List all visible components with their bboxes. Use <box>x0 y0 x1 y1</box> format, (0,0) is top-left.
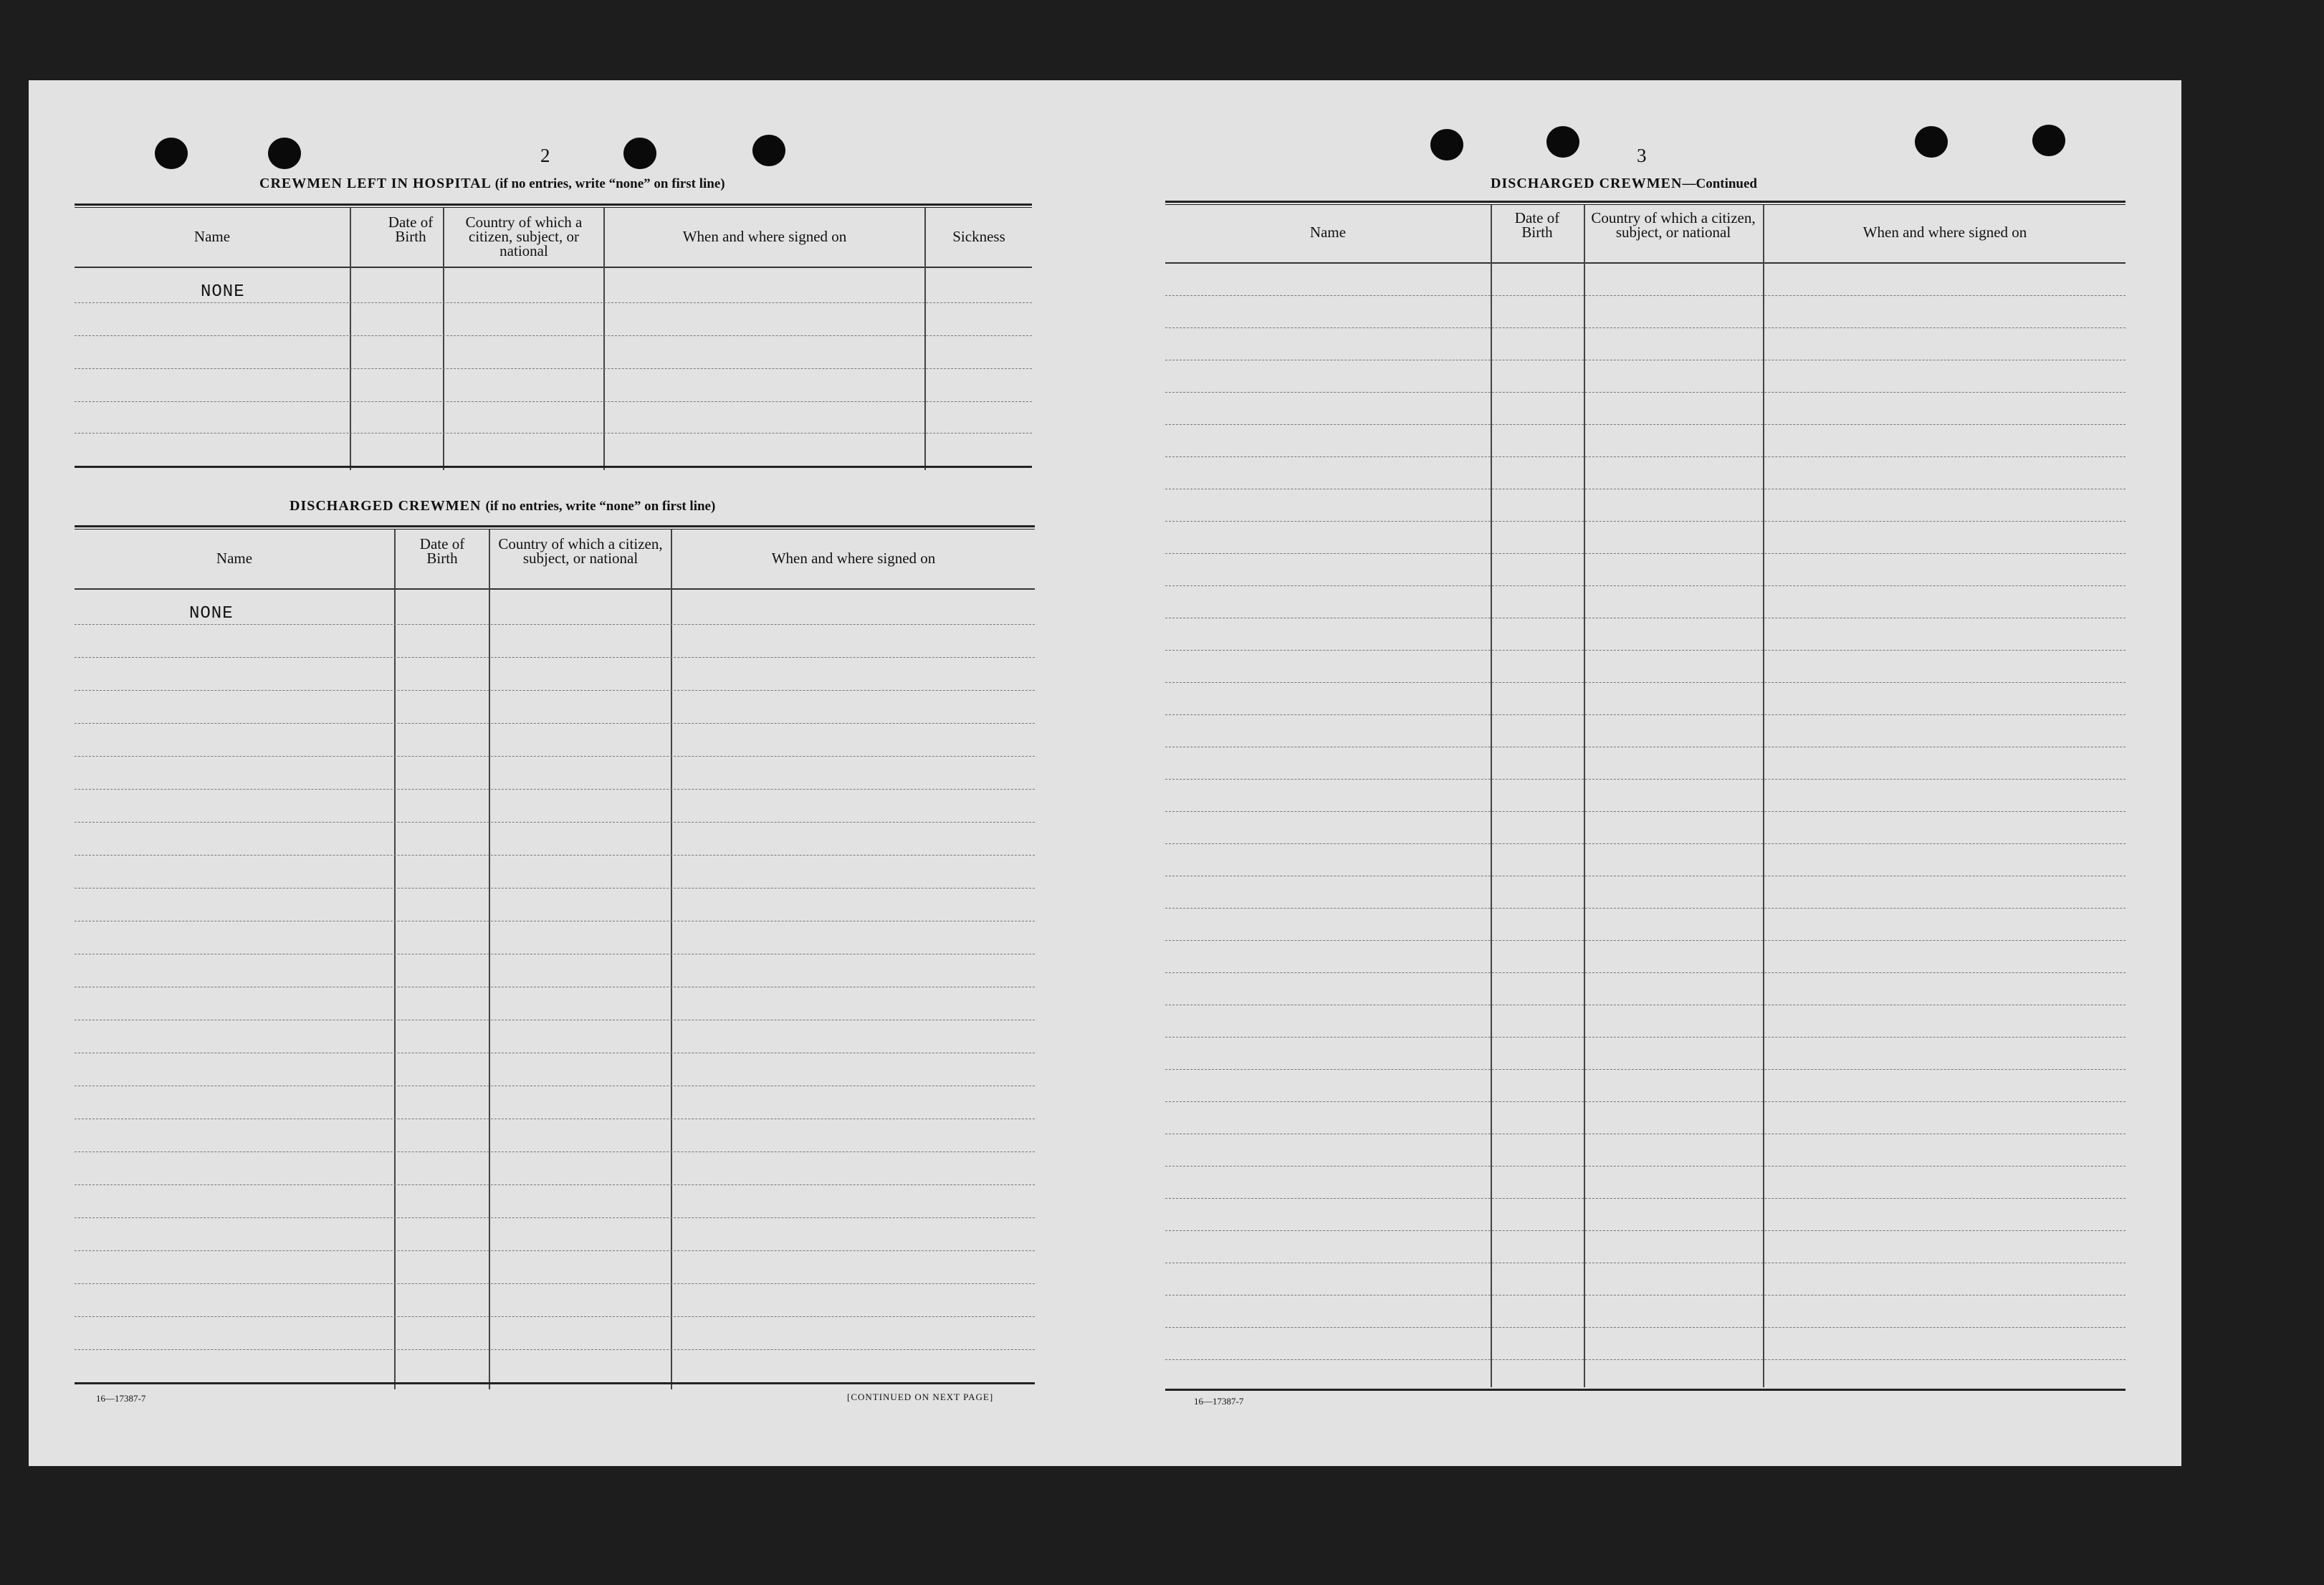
continued-title-text: DISCHARGED CREWMEN <box>1491 176 1683 191</box>
punch-hole <box>268 138 301 169</box>
discharged-continued-form <box>1165 201 2125 1390</box>
discharged-form <box>75 525 1035 1392</box>
discharged-title-text: DISCHARGED CREWMEN <box>290 498 482 514</box>
col-header-signed-on: When and where signed on <box>771 550 936 567</box>
col-header-country: Country of which a citizen, subject, or national <box>1591 209 1756 241</box>
col-header-name: Name <box>193 228 231 245</box>
hospital-section-title <box>259 176 725 192</box>
col-header-name: Name <box>216 550 253 567</box>
punch-hole <box>1546 126 1579 158</box>
document-sheet <box>29 80 2181 1466</box>
hospital-title-text: CREWMEN LEFT IN HOSPITAL <box>259 176 491 191</box>
col-header-country: Country of which a citizen, subject, or national <box>498 535 663 567</box>
punch-hole <box>623 138 656 169</box>
hospital-entry-name: NONE <box>201 282 245 302</box>
col-header-name: Name <box>1309 224 1347 241</box>
col-header-date-of-birth: Date of Birth <box>419 535 465 567</box>
col-header-signed-on: When and where signed on <box>682 228 847 245</box>
form-code-right: 16—17387-7 <box>1194 1396 1244 1407</box>
hospital-instruction-text: (if no entries, write “none” on first line) <box>494 176 725 191</box>
col-header-date-of-birth: Date of Birth <box>388 214 434 245</box>
discharged-instruction-text: (if no entries, write “none” on first line) <box>485 499 716 514</box>
discharged-section-title <box>290 498 715 514</box>
page-number-right: 3 <box>1637 145 1647 166</box>
form-code-left: 16—17387-7 <box>96 1393 146 1404</box>
punch-hole <box>155 138 188 169</box>
continued-section-title <box>1491 176 1757 192</box>
punch-hole <box>1430 129 1463 161</box>
continued-note: [CONTINUED ON NEXT PAGE] <box>847 1392 994 1402</box>
col-header-country: Country of which a citizen, subject, or national <box>465 214 583 259</box>
punch-hole <box>752 135 785 166</box>
punch-hole <box>1915 126 1948 158</box>
punch-hole <box>2032 125 2065 156</box>
continued-suffix: —Continued <box>1682 176 1757 191</box>
discharged-entry-name: NONE <box>189 604 234 623</box>
col-header-date-of-birth: Date of Birth <box>1514 209 1560 241</box>
col-header-sickness: Sickness <box>952 228 1005 245</box>
col-header-signed-on: When and where signed on <box>1862 224 2027 241</box>
hospital-form <box>75 203 1032 470</box>
page-number-left: 2 <box>540 145 550 166</box>
